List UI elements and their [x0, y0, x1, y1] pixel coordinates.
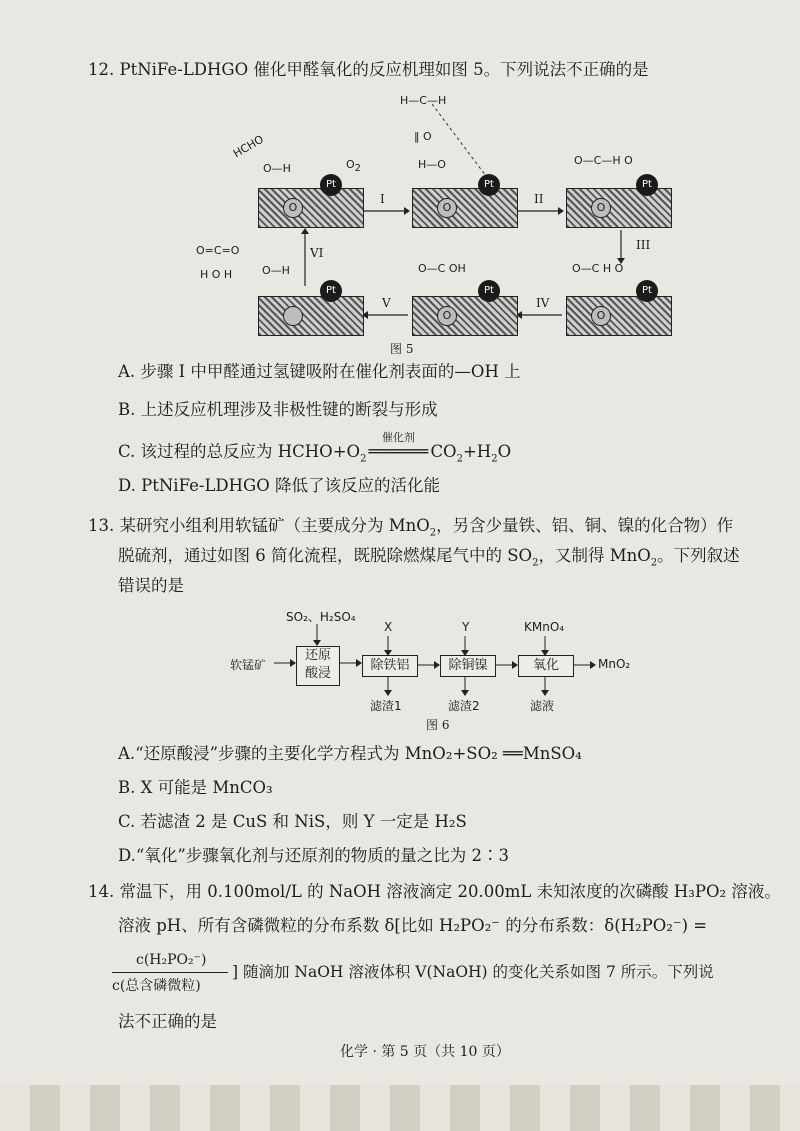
fraction-denominator: c(总含磷微粒): [112, 978, 201, 994]
pt-atom-2: Pt: [478, 174, 500, 196]
flow-arrow-out: [574, 660, 596, 670]
catalyst-slab-5: [412, 296, 518, 336]
flow-arrow-3: [496, 660, 518, 670]
q12-option-b: B. 上述反应机理涉及非极性键的断裂与形成: [118, 400, 438, 419]
catalyst-slab-4: [566, 296, 672, 336]
q14-line4: 法不正确的是: [118, 1012, 217, 1031]
flow-arrow-r2: [383, 636, 393, 656]
pt-atom-5: Pt: [478, 280, 500, 302]
arrow-step-1: [362, 206, 410, 216]
arrow-step-2: [516, 206, 564, 216]
catalyst-slab-3: [566, 188, 672, 228]
flow-arrow-in: [274, 658, 296, 668]
q14-line3: ] 随滴加 NaOH 溶液体积 V(NaOH) 的变化关系如图 7 所示。下列说: [232, 963, 714, 981]
q13-stem-line3: 错误的是: [118, 576, 184, 595]
catalyst-slab-6: [258, 296, 364, 336]
intermediate-3: O—C—H O: [574, 154, 633, 167]
step-4-label: IV: [536, 296, 550, 310]
figure-5-caption: 图 5: [390, 342, 414, 356]
pt-atom-1: Pt: [320, 174, 342, 196]
flow-residue3: 滤液: [530, 699, 555, 713]
flow-reagent4: KMnO₄: [524, 620, 565, 634]
q13-option-d: D.“氧化”步骤氧化剂与还原剂的物质的量之比为 2∶3: [118, 846, 509, 865]
flow-arrow-r1: [312, 624, 322, 646]
fraction-numerator: c(H₂PO₂⁻): [136, 952, 207, 968]
q12-option-a: A. 步骤 I 中甲醛通过氢键吸附在催化剂表面的—OH 上: [118, 362, 521, 381]
figure-6-caption: 图 6: [426, 718, 450, 732]
o-site-4: O: [591, 306, 611, 326]
oh-group-1: O—H: [263, 162, 291, 175]
flow-arrow-r3: [460, 636, 470, 656]
pt-atom-4: Pt: [636, 280, 658, 302]
o-site-1: O: [283, 198, 303, 218]
arrow-step-3: [616, 228, 626, 264]
o-site-5: O: [437, 306, 457, 326]
hcho-o: ‖ O: [414, 130, 432, 143]
catalyst-slab-1: [258, 188, 364, 228]
hcho-label: HCHO: [230, 132, 266, 161]
pt-atom-3: Pt: [636, 174, 658, 196]
page-footer: 化学 · 第 5 页（共 10 页）: [340, 1044, 510, 1060]
flow-arrow-res2: [460, 676, 470, 696]
o-site-2: O: [437, 198, 457, 218]
hcho-adsorbed: H—C—H: [400, 94, 447, 107]
arrow-step-4: [516, 310, 564, 320]
q13-option-c: C. 若滤渣 2 是 CuS 和 NiS，则 Y 一定是 H₂S: [118, 812, 467, 831]
q13-option-b: B. X 可能是 MnCO₃: [118, 778, 273, 797]
arrow-step-6: [300, 228, 310, 288]
q12-option-c: C. 该过程的总反应为 $HCHO+O_2$ 催化剂 ══════ $CO_2+H_2O$: [118, 431, 512, 465]
flow-input: 软锰矿: [230, 658, 267, 672]
intermediate-4: O—C H O: [572, 262, 624, 275]
q14-line2: 溶液 pH、所有含磷微粒的分布系数 δ[比如 H₂PO₂⁻ 的分布系数：δ(H₂PO₂⁻) =: [118, 916, 708, 935]
q12-option-d: D. PtNiFe-LDHGO 降低了该反应的活化能: [118, 476, 440, 495]
co2-product: O=C=O: [196, 244, 240, 257]
oh-group-2: H—O: [418, 158, 446, 171]
intermediate-5: O—C OH: [418, 262, 466, 275]
flow-reagent2: X: [384, 620, 393, 634]
flow-box-leach: 还原 酸浸: [296, 646, 340, 686]
h2o-product: H O H: [200, 268, 233, 281]
flow-box-oxidize: 氧化: [518, 655, 574, 677]
flow-output: MnO₂: [598, 657, 631, 671]
flow-reagent1: SO₂、H₂SO₄: [286, 610, 356, 624]
vacancy-site: [283, 306, 303, 326]
flow-box-fe-al: 除铁铝: [362, 655, 418, 677]
q13-stem-line1: 13. 某研究小组利用软锰矿（主要成分为 MnO$_2$，另含少量铁、铝、铜、镍的化合物）作: [88, 516, 734, 539]
flow-arrow-r4: [540, 636, 550, 656]
tablecloth-background: [0, 1085, 800, 1131]
flow-arrow-2: [418, 660, 440, 670]
fraction-bar: [112, 972, 228, 973]
flow-arrow-res3: [540, 676, 550, 696]
flow-arrow-1: [340, 658, 362, 668]
flow-reagent3: Y: [462, 620, 470, 634]
catalyst-slab-2: [412, 188, 518, 228]
o2-label: $O_2$: [346, 158, 362, 175]
arrow-step-5: [362, 310, 410, 320]
flow-residue1: 滤渣1: [370, 699, 402, 713]
step-2-label: II: [534, 192, 544, 206]
flow-residue2: 滤渣2: [448, 699, 480, 713]
step-5-label: V: [382, 296, 391, 310]
step-6-label: VI: [310, 246, 324, 260]
q13-stem-line2: 脱硫剂，通过如图 6 简化流程，既脱除燃煤尾气中的 $SO_2$，又制得 MnO$_2$。下列叙述: [118, 546, 740, 569]
step-3-label: III: [636, 238, 651, 252]
o-site-3: O: [591, 198, 611, 218]
pt-atom-6: Pt: [320, 280, 342, 302]
flow-arrow-res1: [383, 676, 393, 696]
flow-box-cu-ni: 除铜镍: [440, 655, 496, 677]
oh-group-6: O—H: [262, 264, 290, 277]
hydrogen-bond-dash: [430, 100, 490, 180]
q14-line1: 14. 常温下，用 0.100mol/L 的 NaOH 溶液滴定 20.00mL 未知浓度的次磷酸 H₃PO₂ 溶液。: [88, 882, 781, 901]
q12-stem: 12. PtNiFe-LDHGO 催化甲醛氧化的反应机理如图 5。下列说法不正确的是: [88, 60, 649, 79]
step-1-label: I: [380, 192, 385, 206]
q13-option-a: A.“还原酸浸”步骤的主要化学方程式为 MnO₂+SO₂ ══MnSO₄: [118, 744, 582, 763]
